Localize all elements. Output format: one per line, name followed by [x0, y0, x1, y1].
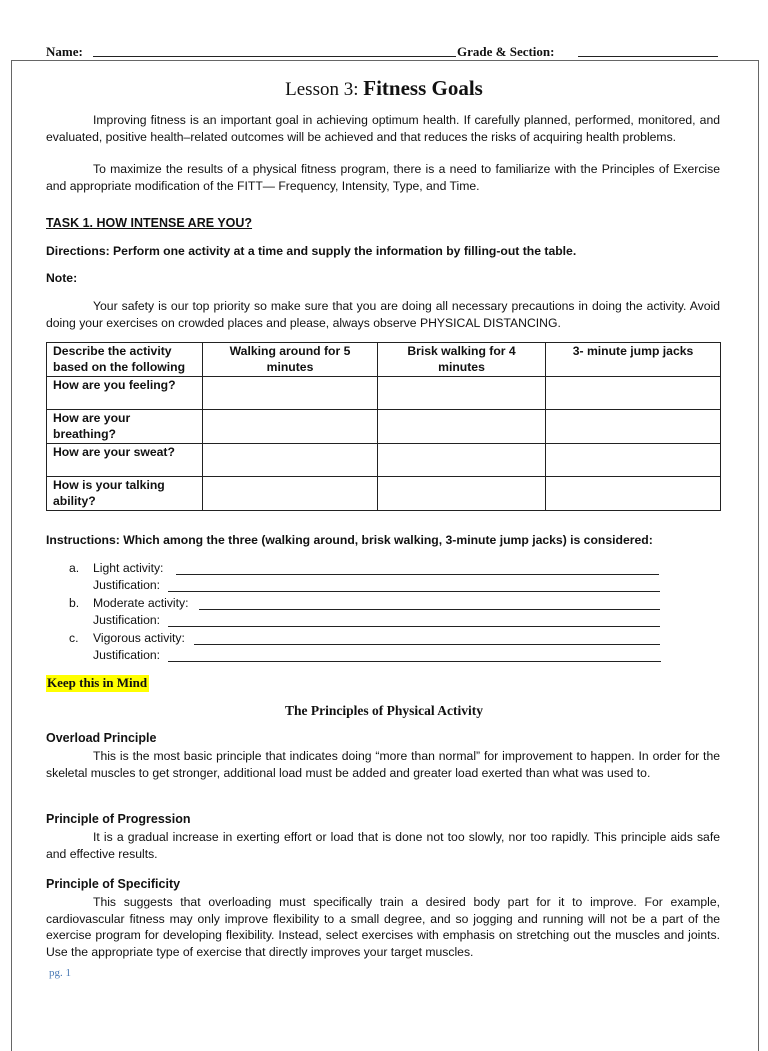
intro-paragraph-2: To maximize the results of a physical fitness program, there is a need to familiarize with the Principles of Exercise and appropriate modification of the FITT— Frequency, Intensity, Type, and Time.: [46, 162, 720, 193]
row-label: How are your sweat?: [47, 444, 203, 477]
intro-paragraph-1: Improving fitness is an important goal in achieving optimum health. If carefully planned, performed, monitored, and evaluated, positive health–related outcomes will be achieved and that reduces the risks of acquiring health problems.: [46, 113, 720, 144]
table-row: [47, 477, 721, 511]
answer-cell[interactable]: [203, 410, 378, 444]
table-row: [47, 377, 721, 410]
answer-cell[interactable]: [203, 444, 378, 477]
lesson-topic: Fitness Goals: [363, 76, 483, 100]
keep-in-mind-highlight: Keep this in Mind: [47, 675, 148, 690]
principle-heading: Principle of Specificity: [46, 877, 181, 891]
name-field[interactable]: [93, 44, 456, 57]
lesson-number: Lesson 3:: [285, 79, 359, 100]
header-describe: Describe the activity based on the following: [47, 343, 203, 377]
safety-note-emphasis: PHYSICAL DISTANCING.: [419, 315, 561, 330]
principle-text: This suggests that overloading must specifically train a desired body part for it to improve. For example, cardiovascular fitness may only improve flexibility to a small degree, and so jogging and running will not be a part of the exercise program for developing flexibility. Instead, select exercises with emphasis on stretching out the muscles and joints. Use the appropriate type of exercise that directly improves your target muscles.: [46, 895, 720, 959]
header-brisk-walking: Brisk walking for 4 minutes: [378, 343, 546, 377]
answer-cell[interactable]: [546, 444, 721, 477]
vigorous-activity-field[interactable]: [194, 631, 660, 645]
grade-section-field[interactable]: [578, 44, 718, 57]
moderate-justification-field[interactable]: [168, 613, 660, 627]
safety-note-text: Your safety is our top priority so make sure that you are doing all necessary precautions in doing the activity. Avoid doing your exercises on crowded places and please, always observe: [46, 299, 720, 330]
vigorous-justification-field[interactable]: [168, 648, 661, 662]
safety-note: [46, 298, 720, 331]
principle-text: This is the most basic principle that indicates doing “more than normal” for improvement to happen. In order for the skeletal muscles to get stronger, additional load must be added and greater load exerted than what was used to.: [46, 749, 720, 780]
header-walking: Walking around for 5 minutes: [203, 343, 378, 377]
answer-marker: a.: [69, 561, 80, 575]
principles-title: The Principles of Physical Activity: [285, 703, 483, 718]
answer-cell[interactable]: [546, 410, 721, 444]
answer-label: Light activity:: [93, 561, 164, 575]
task-directions: Directions: Perform one activity at a time and supply the information by filling-out the table.: [46, 244, 577, 258]
table-row: [47, 410, 721, 444]
moderate-activity-field[interactable]: [199, 596, 660, 610]
note-label: Note:: [46, 271, 78, 285]
answer-marker: c.: [69, 631, 79, 645]
answer-label: Moderate activity:: [93, 596, 189, 610]
row-label: How is your talking ability?: [47, 477, 203, 511]
header-jump-jacks: 3- minute jump jacks: [546, 343, 721, 377]
grade-section-label: Grade & Section:: [457, 44, 555, 59]
row-label: How are your breathing?: [47, 410, 203, 444]
answer-label: Justification:: [93, 578, 161, 592]
table-header-row: [47, 343, 721, 377]
task-heading: TASK 1. HOW INTENSE ARE YOU?: [46, 216, 253, 230]
answer-cell[interactable]: [378, 477, 546, 511]
answer-cell[interactable]: [378, 410, 546, 444]
answer-cell[interactable]: [203, 477, 378, 511]
answer-label: Justification:: [93, 648, 161, 662]
answer-cell[interactable]: [203, 377, 378, 410]
principle-heading: Principle of Progression: [46, 812, 191, 826]
principle-heading: Overload Principle: [46, 731, 157, 745]
page-title: [0, 76, 768, 101]
light-activity-field[interactable]: [176, 561, 659, 575]
answer-cell[interactable]: [378, 377, 546, 410]
answer-label: Justification:: [93, 613, 161, 627]
light-justification-field[interactable]: [168, 578, 660, 592]
row-label: How are you feeling?: [47, 377, 203, 410]
instructions: Instructions: Which among the three (walking around, brisk walking, 3-minute jump jacks) is considered:: [46, 533, 653, 547]
table-row: [47, 444, 721, 477]
answer-cell[interactable]: [378, 444, 546, 477]
principle-text: It is a gradual increase in exerting effort or load that is done not too slowly, nor too rapidly. This principle aids safe and effective results.: [46, 830, 720, 861]
name-label: Name:: [46, 44, 83, 59]
answer-cell[interactable]: [546, 377, 721, 410]
page-number: pg. 1: [49, 967, 71, 979]
answer-marker: b.: [69, 596, 80, 610]
answer-cell[interactable]: [546, 477, 721, 511]
activity-intensity-table: [46, 342, 721, 511]
answer-label: Vigorous activity:: [93, 631, 185, 645]
student-header: [46, 44, 718, 60]
